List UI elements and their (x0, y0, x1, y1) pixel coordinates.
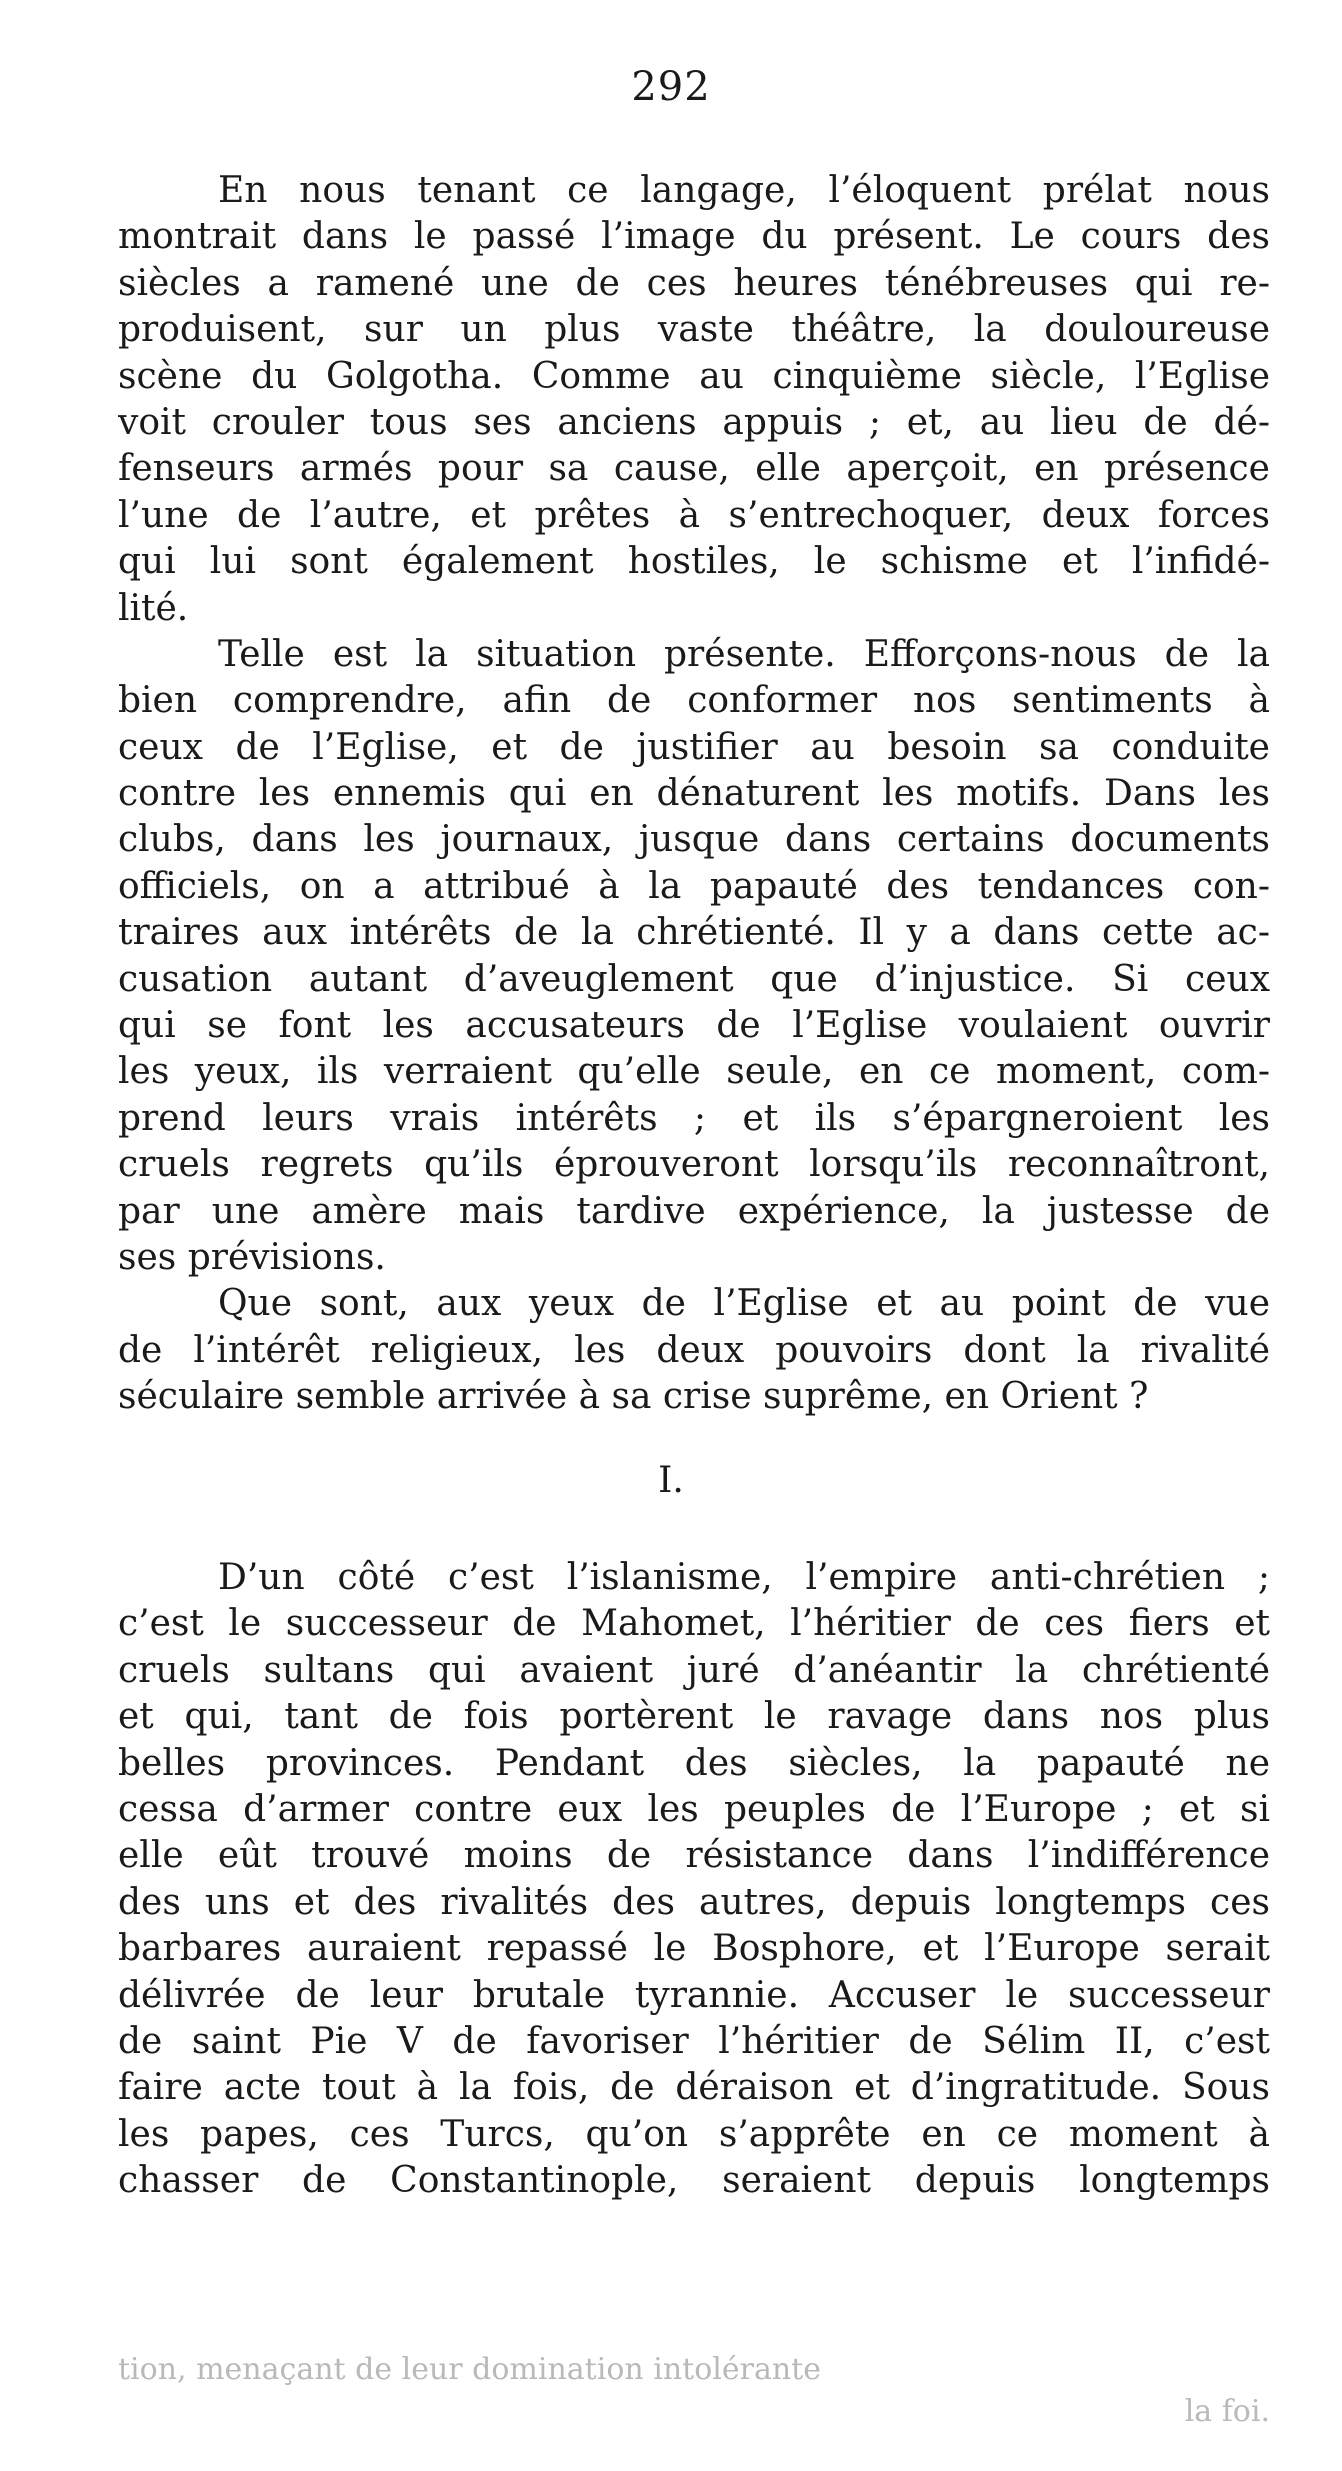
text-line: fenseurs armés pour sa cause, elle aperçoit, en présence (118, 448, 1270, 490)
text-line: officiels, on a attribué à la papauté des tendances con- (118, 865, 1270, 907)
text-line: chasser de Constantinople, seraient depuis longtemps (118, 2160, 1270, 2202)
text-line: les yeux, ils verraient qu’elle seule, en ce moment, com- (118, 1051, 1270, 1093)
text-line: scène du Golgotha. Comme au cinquième siècle, l’Eglise (118, 355, 1270, 397)
text-line: elle eût trouvé moins de résistance dans l’indifférence (118, 1835, 1270, 1877)
body-section-b (118, 1555, 1270, 2204)
bleed-through-text: la foi. (1184, 2394, 1270, 2429)
body-section-a (118, 168, 1270, 1421)
text-line: et qui, tant de fois portèrent le ravage dans nos plus (118, 1696, 1270, 1738)
text-line: montrait dans le passé l’image du présent. Le cours des (118, 216, 1270, 258)
text-line: contre les ennemis qui en dénaturent les motifs. Dans les (118, 773, 1270, 815)
text-line: l’une de l’autre, et prêtes à s’entrechoquer, deux forces (118, 494, 1270, 536)
text-line: qui se font les accusateurs de l’Eglise voulaient ouvrir (118, 1005, 1270, 1047)
bleed-through-text: tion, menaçant de leur domination intolérante (118, 2352, 821, 2387)
text-line: des uns et des rivalités des autres, depuis longtemps ces (118, 1881, 1270, 1923)
text-line: faire acte tout à la fois, de déraison et d’ingratitude. Sous (118, 2067, 1270, 2109)
text-line: traires aux intérêts de la chrétienté. Il y a dans cette ac- (118, 912, 1270, 954)
text-line: par une amère mais tardive expérience, la justesse de (118, 1190, 1270, 1232)
page-number: 292 (631, 64, 711, 110)
text-line: En nous tenant ce langage, l’éloquent prélat nous (218, 170, 1270, 211)
section-heading: I. (658, 1460, 684, 1501)
text-line: clubs, dans les journaux, jusque dans certains documents (118, 819, 1270, 861)
text-line: séculaire semble arrivée à sa crise suprême, en Orient ? (118, 1376, 1149, 1418)
text-line: prend leurs vrais intérêts ; et ils s’épargneroient les (118, 1097, 1270, 1139)
text-line: c’est le successeur de Mahomet, l’héritier de ces fiers et (118, 1603, 1270, 1645)
text-line: cusation autant d’aveuglement que d’injustice. Si ceux (118, 958, 1270, 1000)
text-line: bien comprendre, afin de conformer nos sentiments à (118, 680, 1270, 722)
text-line: cruels regrets qu’ils éprouveront lorsqu’ils reconnaîtront, (118, 1144, 1270, 1186)
text-line: cessa d’armer contre eux les peuples de l’Europe ; et si (118, 1788, 1270, 1830)
text-line: belles provinces. Pendant des siècles, la papauté ne (118, 1742, 1270, 1784)
text-line: siècles a ramené une de ces heures ténébreuses qui re- (118, 262, 1270, 304)
text-line: qui lui sont également hostiles, le schisme et l’infidé- (118, 541, 1270, 583)
text-line: délivrée de leur brutale tyrannie. Accuser le successeur (118, 1974, 1270, 2016)
text-line: de l’intérêt religieux, les deux pouvoirs dont la rivalité (118, 1329, 1270, 1371)
text-line: D’un côté c’est l’islanisme, l’empire anti-chrétien ; (218, 1557, 1270, 1598)
text-line: produisent, sur un plus vaste théâtre, la douloureuse (118, 309, 1270, 351)
text-line: Que sont, aux yeux de l’Eglise et au point de vue (218, 1283, 1270, 1325)
text-line: ses prévisions. (118, 1236, 386, 1278)
text-line: Telle est la situation présente. Efforçons-nous de la (218, 633, 1270, 675)
text-line: barbares auraient repassé le Bosphore, et l’Europe serait (118, 1928, 1270, 1970)
text-line: lité. (118, 587, 189, 629)
text-line: ceux de l’Eglise, et de justifier au besoin sa conduite (118, 726, 1270, 768)
text-line: de saint Pie V de favoriser l’héritier de Sélim II, c’est (118, 2020, 1270, 2062)
text-line: les papes, ces Turcs, qu’on s’apprête en ce moment à (118, 2113, 1270, 2155)
text-line: voit crouler tous ses anciens appuis ; et, au lieu de dé- (118, 401, 1270, 443)
text-line: cruels sultans qui avaient juré d’anéantir la chrétienté (118, 1649, 1270, 1691)
